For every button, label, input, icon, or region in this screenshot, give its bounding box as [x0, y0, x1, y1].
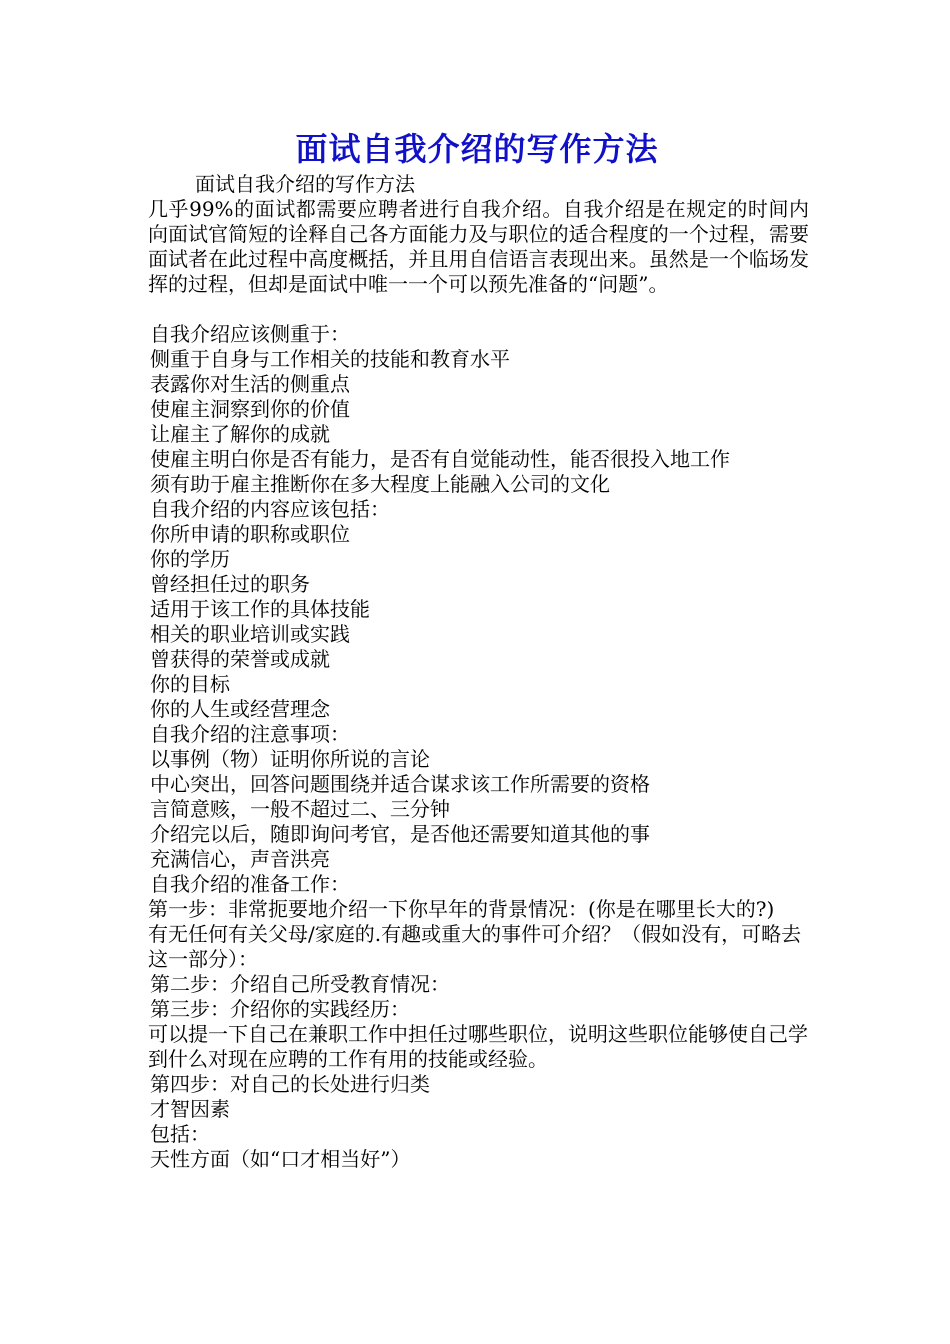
- text-line: 包括：: [150, 1122, 210, 1146]
- step-four: 第四步：对自己的长处进行归类: [150, 1072, 430, 1096]
- text-line: 让雇主了解你的成就: [150, 422, 330, 446]
- text-line: 言简意赅，一般不超过二、三分钟: [150, 797, 450, 821]
- text-line: 你所申请的职称或职位: [150, 522, 350, 546]
- step-three-detail: 可以提一下自己在兼职工作中担任过哪些职位，说明这些职位能够使自己学到什么对现在应聘的工作有用的技能或经验。: [148, 1022, 808, 1071]
- text-line: 充满信心，声音洪亮: [150, 847, 330, 871]
- text-line: 以事例（物）证明你所说的言论: [150, 747, 430, 771]
- text-line: 侧重于自身与工作相关的技能和教育水平: [150, 347, 510, 371]
- text-line: 天性方面（如“口才相当好”）: [150, 1147, 411, 1171]
- text-line: 自我介绍的注意事项：: [150, 722, 350, 746]
- text-line: 自我介绍的准备工作：: [150, 872, 350, 896]
- step-three: 第三步：介绍你的实践经历：: [150, 997, 410, 1021]
- blank-line: [145, 297, 809, 322]
- step-one-detail: 有无任何有关父母/家庭的.有趣或重大的事件可介绍？（假如没有，可略去这一部分）：: [148, 922, 802, 971]
- text-line: 介绍完以后，随即询问考官，是否他还需要知道其他的事: [150, 822, 650, 846]
- text-line: 使雇主明白你是否有能力，是否有自觉能动性，能否很投入地工作: [150, 447, 730, 471]
- step-two: 第二步：介绍自己所受教育情况：: [150, 972, 450, 996]
- text-line: 适用于该工作的具体技能: [150, 597, 370, 621]
- text-line: 你的目标: [150, 672, 230, 696]
- text-line: 你的学历: [150, 547, 230, 571]
- text-line: 表露你对生活的侧重点: [150, 372, 350, 396]
- document-subtitle: 面试自我介绍的写作方法: [195, 172, 415, 196]
- text-line: 自我介绍的内容应该包括：: [150, 497, 390, 521]
- text-line: 使雇主洞察到你的价值: [150, 397, 350, 421]
- text-line: 曾获得的荣誉或成就: [150, 647, 330, 671]
- document-title: 面试自我介绍的写作方法: [295, 130, 659, 168]
- text-line: 自我介绍应该侧重于：: [150, 322, 350, 346]
- text-line: 中心突出，回答问题围绕并适合谋求该工作所需要的资格: [150, 772, 650, 796]
- document-page: [145, 128, 809, 1172]
- step-one: 第一步：非常扼要地介绍一下你早年的背景情况：(你是在哪里长大的?): [148, 897, 775, 921]
- text-line: 曾经担任过的职务: [150, 572, 310, 596]
- text-line: 你的人生或经营理念: [150, 697, 330, 721]
- text-line: 须有助于雇主推断你在多大程度上能融入公司的文化: [150, 472, 610, 496]
- text-line: 相关的职业培训或实践: [150, 622, 350, 646]
- text-line: 才智因素: [150, 1097, 230, 1121]
- intro-paragraph: 几乎99%的面试都需要应聘者进行自我介绍。自我介绍是在规定的时间内向面试官简短的诠释自己各方面能力及与职位的适合程度的一个过程，需要面试者在此过程中高度概括，并且用自信语言表现出来。虽然是一个临场发挥的过程，但却是面试中唯一一个可以预先准备的“问题”。: [148, 197, 809, 296]
